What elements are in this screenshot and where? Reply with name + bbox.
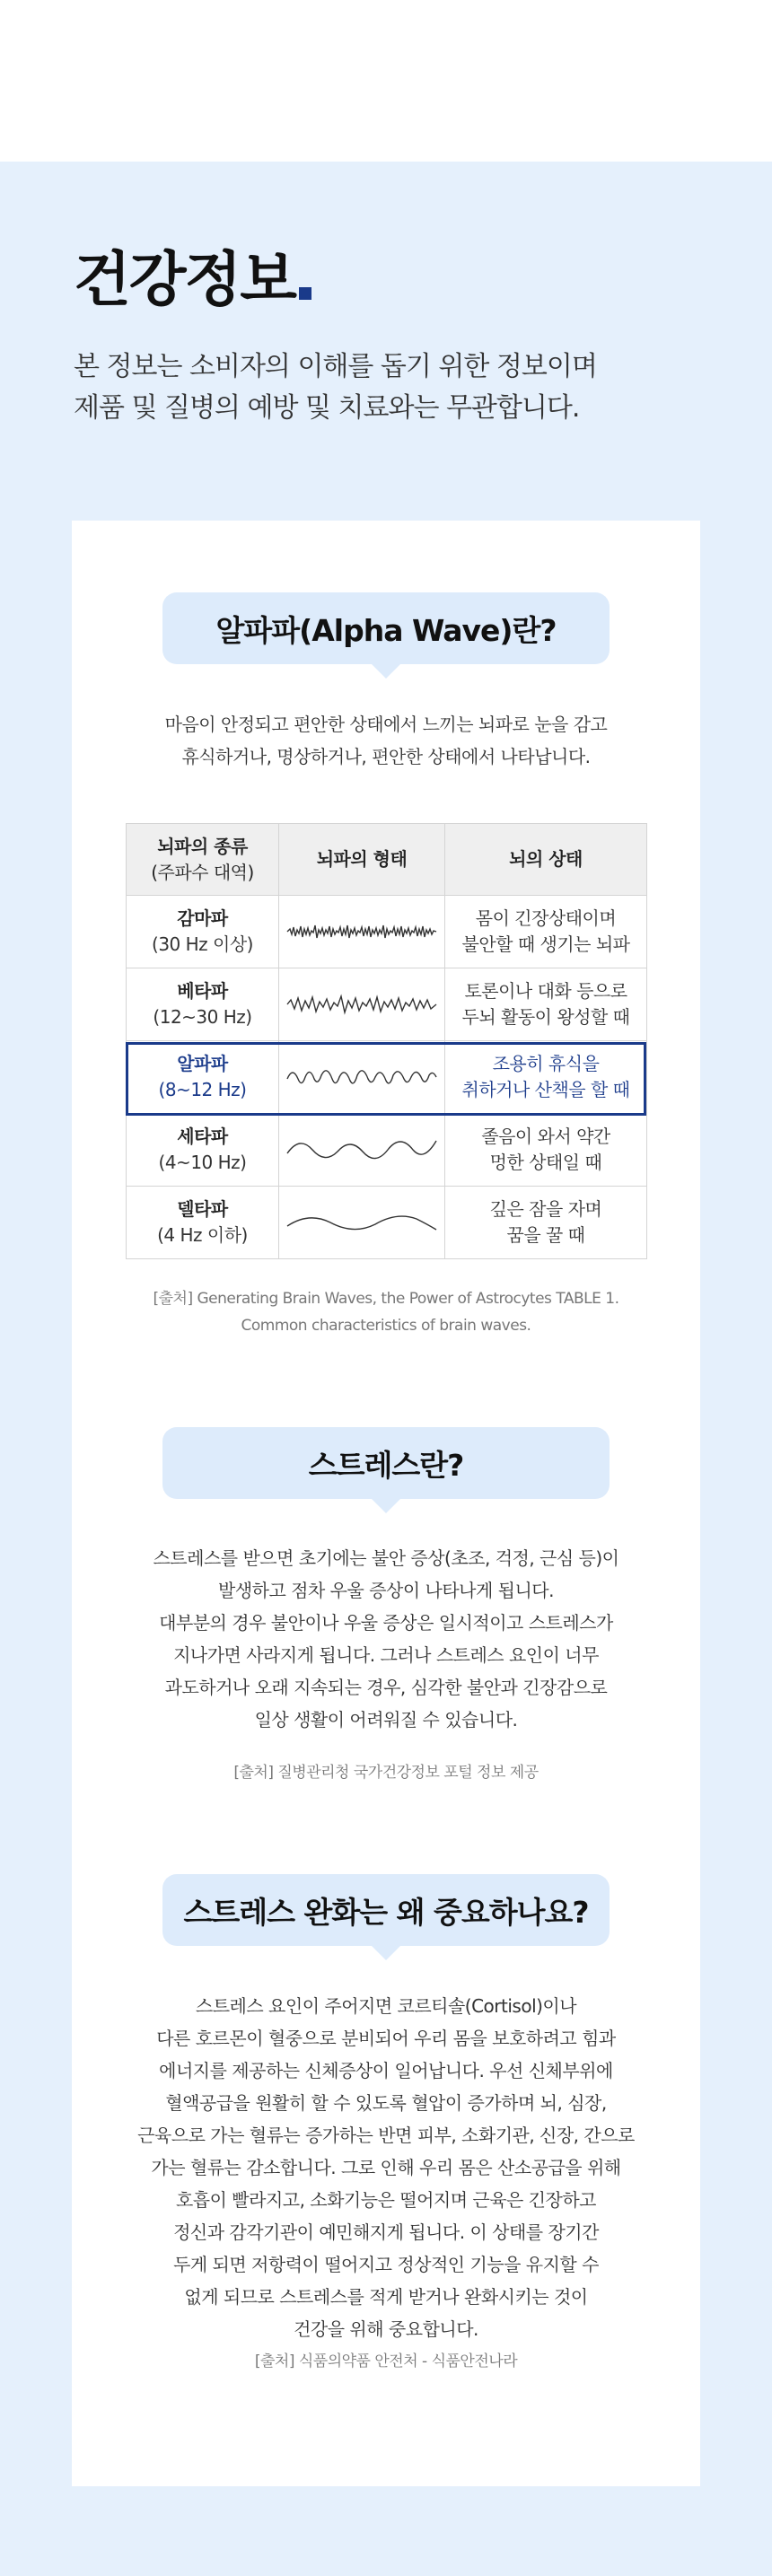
wave-state [445, 896, 647, 968]
table-row-delta [127, 1187, 647, 1259]
wave-state-line: 졸음이 와서 약간 [481, 1126, 610, 1147]
alpha-description-line: 마음이 안정되고 편안한 상태에서 느끼는 뇌파로 눈을 감고 [164, 714, 608, 735]
wave-state-line: 멍한 상태일 때 [489, 1152, 602, 1173]
wave-state-line: 깊은 잠을 자며 [489, 1198, 602, 1220]
relief-line: 가는 혈류는 감소합니다. 그로 인해 우리 몸은 산소공급을 위해 [151, 2157, 621, 2178]
alpha-wave-icon [285, 1059, 438, 1095]
wave-state [445, 1114, 647, 1187]
stress-heading-bubble [162, 1427, 610, 1499]
info-card [72, 521, 700, 2486]
table-header-row [127, 824, 647, 896]
table-row-gamma [127, 896, 647, 968]
relief-line: 호흡이 빨라지고, 소화기능은 떨어지며 근육은 긴장하고 [175, 2189, 596, 2211]
wave-shape [279, 1187, 445, 1259]
top-spacer [0, 0, 772, 162]
wave-name: 알파파 [177, 1053, 228, 1074]
wave-state-line: 두뇌 활동이 왕성할 때 [461, 1006, 630, 1028]
wave-name: 감마파 [177, 907, 228, 929]
stress-source: [출처] 질병관리청 국가건강정보 포털 정보 제공 [233, 1764, 539, 1782]
wave-kind [127, 968, 279, 1041]
wave-freq: (12~30 Hz) [153, 1006, 252, 1028]
beta-wave-icon [285, 986, 438, 1022]
wave-freq: (4~10 Hz) [158, 1152, 247, 1173]
wave-freq: (8~12 Hz) [158, 1079, 247, 1100]
wave-state [445, 1187, 647, 1259]
title-dot [299, 287, 311, 300]
wave-state-line: 취하거나 산책을 할 때 [461, 1079, 630, 1100]
alpha-heading: 알파파(Alpha Wave)란? [162, 592, 610, 664]
alpha-source [108, 1285, 664, 1339]
page-title [74, 244, 720, 316]
wave-freq: (4 Hz 이하) [157, 1224, 248, 1246]
relief-heading: 스트레스 완화는 왜 중요하나요? [162, 1874, 610, 1946]
relief-line: 혈액공급을 원활히 할 수 있도록 혈압이 증가하며 뇌, 심장, [165, 2092, 607, 2114]
wave-state-line: 조용히 휴식을 [492, 1053, 600, 1074]
wave-kind [127, 1114, 279, 1187]
wave-shape [279, 968, 445, 1041]
theta-wave-icon [285, 1132, 438, 1168]
alpha-description-line: 휴식하거나, 명상하거나, 편안한 상태에서 나타납니다. [181, 746, 591, 767]
wave-shape [279, 1041, 445, 1114]
stress-line: 지나가면 사라지게 됩니다. 그러나 스트레스 요인이 너무 [173, 1644, 599, 1666]
table-row-theta [127, 1114, 647, 1187]
relief-line: 다른 호르몬이 혈중으로 분비되어 우리 몸을 보호하려고 힘과 [156, 2028, 616, 2049]
relief-line: 두게 되면 저항력이 떨어지고 정상적인 기능을 유지할 수 [173, 2254, 599, 2275]
page-subtitle [74, 346, 720, 429]
wave-state-line: 꿈을 꿀 때 [506, 1224, 585, 1246]
header-kind [127, 824, 279, 896]
wave-shape [279, 1114, 445, 1187]
wave-name: 세타파 [177, 1126, 228, 1147]
wave-state-line: 몸이 긴장상태이며 [475, 907, 617, 929]
relief-line: 없게 되므로 스트레스를 적게 받거나 완화시키는 것이 [184, 2286, 588, 2308]
relief-heading-bubble [162, 1874, 610, 1946]
brainwave-table [126, 823, 647, 1259]
wave-name: 베타파 [177, 980, 228, 1002]
alpha-heading-bubble [162, 592, 610, 664]
table-row-beta [127, 968, 647, 1041]
stress-line: 발생하고 점차 우울 증상이 나타나게 됩니다. [218, 1580, 554, 1601]
stress-description [108, 1542, 664, 1736]
alpha-source-line: Common characteristics of brain waves. [241, 1317, 531, 1335]
alpha-description [108, 708, 664, 773]
wave-kind [127, 1041, 279, 1114]
wave-shape [279, 896, 445, 968]
stress-line: 일상 생활이 어려워질 수 있습니다. [254, 1709, 518, 1730]
relief-line: 근육으로 가는 혈류는 증가하는 반면 피부, 소화기관, 신장, 간으로 [137, 2125, 635, 2146]
wave-kind [127, 896, 279, 968]
subtitle-line: 제품 및 질병의 예방 및 치료와는 무관합니다. [74, 392, 580, 424]
relief-line: 정신과 감각기관이 예민해지게 됩니다. 이 상태를 장기간 [173, 2221, 599, 2243]
relief-line: 에너지를 제공하는 신체증상이 일어납니다. 우선 신체부위에 [159, 2060, 613, 2081]
header-kind-sub: (주파수 대역) [151, 861, 254, 883]
alpha-source-line: [출처] Generating Brain Waves, the Power of Astrocytes TABLE 1. [153, 1290, 619, 1308]
relief-line: 스트레스 요인이 주어지면 코르티솔(Cortisol)이나 [195, 1995, 577, 2017]
stress-heading: 스트레스란? [162, 1427, 610, 1499]
relief-description [108, 1990, 664, 2345]
subtitle-line: 본 정보는 소비자의 이해를 돕기 위한 정보이며 [74, 351, 597, 382]
page-title-text: 건강정보 [74, 245, 296, 314]
gamma-wave-icon [285, 914, 438, 950]
wave-name: 델타파 [177, 1198, 228, 1220]
page-header [74, 244, 720, 429]
relief-line: 건강을 위해 중요합니다. [294, 2318, 478, 2340]
relief-source: [출처] 식품의약품 안전처 - 식품안전나라 [254, 2353, 518, 2370]
stress-line: 과도하거나 오래 지속되는 경우, 심각한 불안과 긴장감으로 [164, 1677, 608, 1698]
header-shape: 뇌파의 형태 [279, 824, 445, 896]
table-row-alpha [127, 1041, 647, 1114]
wave-freq: (30 Hz 이상) [152, 933, 253, 955]
wave-kind [127, 1187, 279, 1259]
header-state: 뇌의 상태 [445, 824, 647, 896]
header-kind-label: 뇌파의 종류 [157, 835, 248, 857]
wave-state-line: 불안할 때 생기는 뇌파 [461, 933, 630, 955]
wave-state-line: 토론이나 대화 등으로 [464, 980, 627, 1002]
wave-state [445, 1041, 647, 1114]
stress-line: 대부분의 경우 불안이나 우울 증상은 일시적이고 스트레스가 [159, 1612, 613, 1634]
delta-wave-icon [285, 1205, 438, 1240]
stress-line: 스트레스를 받으면 초기에는 불안 증상(초조, 걱정, 근심 등)이 [153, 1547, 619, 1569]
health-info-panel [0, 162, 772, 2576]
wave-state [445, 968, 647, 1041]
